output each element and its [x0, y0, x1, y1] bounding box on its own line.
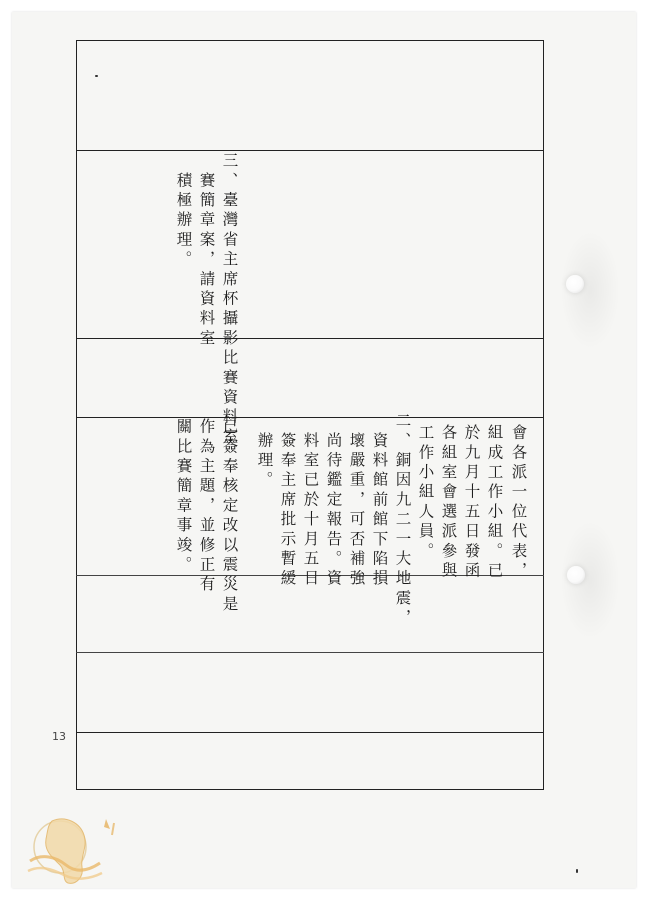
text-column: 資料館前館下陷損 — [370, 412, 389, 590]
punch-hole — [567, 566, 585, 584]
text-column: 二、銅因九二一大地震， — [393, 412, 412, 629]
text-column: 會各派一位代表， — [509, 424, 528, 582]
text-column: 作為主題，並修正有 — [197, 418, 216, 596]
punch-hole — [566, 275, 584, 293]
archive-logo-icon — [22, 805, 122, 895]
row-divider — [76, 150, 544, 151]
row-divider — [76, 338, 544, 339]
speck-mark — [576, 869, 578, 873]
text-column: 尚待鑑定報告。資 — [324, 412, 343, 590]
text-column: 賽簡章案，請資料室 — [197, 152, 216, 349]
row-divider — [76, 652, 544, 653]
text-column: 組成工作小組。已 — [485, 424, 504, 582]
text-column: 工作小組人員。 — [416, 424, 435, 562]
speck-mark — [95, 75, 98, 77]
text-column: 料室已於十月五日 — [301, 412, 320, 590]
text-column: 已簽奉核定改以震災是 — [220, 418, 239, 615]
text-column: 各組室會選派參與 — [439, 424, 458, 582]
text-column: 關比賽簡章事竣。 — [174, 418, 193, 576]
text-column: 三、臺灣省主席杯攝影比賽資料室 — [220, 152, 239, 448]
text-column: 辦理。 — [255, 412, 274, 491]
text-column: 簽奉主席批示暫緩 — [278, 412, 297, 590]
text-column: 壞嚴重，可否補強 — [347, 412, 366, 590]
row-divider — [76, 732, 544, 733]
page-number: 13 — [52, 730, 66, 743]
text-column: 積極辦理。 — [174, 152, 193, 271]
text-column: 於九月十五日發函 — [462, 424, 481, 582]
